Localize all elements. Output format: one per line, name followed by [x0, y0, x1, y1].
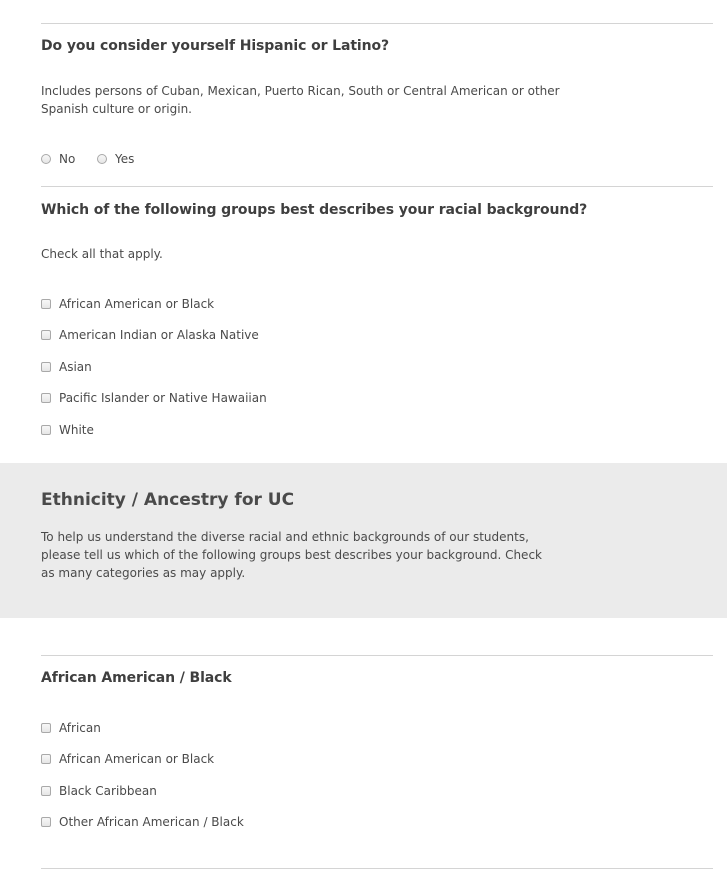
aa-option-other[interactable]: [41, 815, 244, 829]
checkbox[interactable]: [41, 754, 51, 764]
option-label: Asian: [59, 360, 92, 374]
checkbox[interactable]: [41, 723, 51, 733]
option-label: Black Caribbean: [59, 784, 157, 798]
uc-section-band: [0, 463, 727, 618]
uc-section-title: Ethnicity / Ancestry for UC: [41, 490, 295, 510]
checkbox[interactable]: [41, 425, 51, 435]
race-option-white[interactable]: [41, 423, 94, 437]
option-label: African: [59, 721, 101, 735]
race-option-asian[interactable]: [41, 360, 92, 374]
aa-option-african-american-or-black[interactable]: [41, 752, 214, 766]
race-option-american-indian[interactable]: [41, 328, 259, 342]
option-label: Pacific Islander or Native Hawaiian: [59, 391, 267, 405]
checkbox[interactable]: [41, 330, 51, 340]
option-label: American Indian or Alaska Native: [59, 328, 259, 342]
divider: [41, 868, 713, 869]
aa-option-black-caribbean[interactable]: [41, 784, 157, 798]
race-option-pacific-islander[interactable]: [41, 391, 267, 405]
checkbox[interactable]: [41, 393, 51, 403]
option-label: Other African American / Black: [59, 815, 244, 829]
african-american-title: African American / Black: [41, 670, 232, 686]
uc-section-description: To help us understand the diverse racial and ethnic backgrounds of our students, please tell us which of the following groups best describes your background. Check as many categories as may apply.: [41, 530, 542, 580]
radio-no[interactable]: [41, 154, 51, 164]
option-label: African American or Black: [59, 752, 215, 766]
divider: [41, 186, 713, 187]
race-option-african-american[interactable]: [41, 297, 214, 311]
checkbox[interactable]: [41, 786, 51, 796]
divider: [41, 655, 713, 656]
race-question-title: Which of the following groups best describes your racial background?: [41, 202, 588, 218]
aa-option-african[interactable]: [41, 721, 101, 735]
option-label: No: [59, 152, 76, 166]
hispanic-option-no[interactable]: [41, 152, 75, 166]
race-question-help: Check all that apply.: [41, 247, 163, 261]
radio-yes[interactable]: [97, 154, 107, 164]
option-label: Yes: [115, 152, 135, 166]
checkbox[interactable]: [41, 817, 51, 827]
hispanic-question-title: Do you consider yourself Hispanic or Latino?: [41, 38, 390, 54]
divider: [41, 23, 713, 24]
checkbox[interactable]: [41, 362, 51, 372]
checkbox[interactable]: [41, 299, 51, 309]
hispanic-option-yes[interactable]: [97, 152, 134, 166]
option-label: African American or Black: [59, 297, 215, 311]
hispanic-question-help: Includes persons of Cuban, Mexican, Puerto Rican, South or Central American or other Spanish culture or origin.: [41, 84, 560, 116]
option-label: White: [59, 423, 94, 437]
